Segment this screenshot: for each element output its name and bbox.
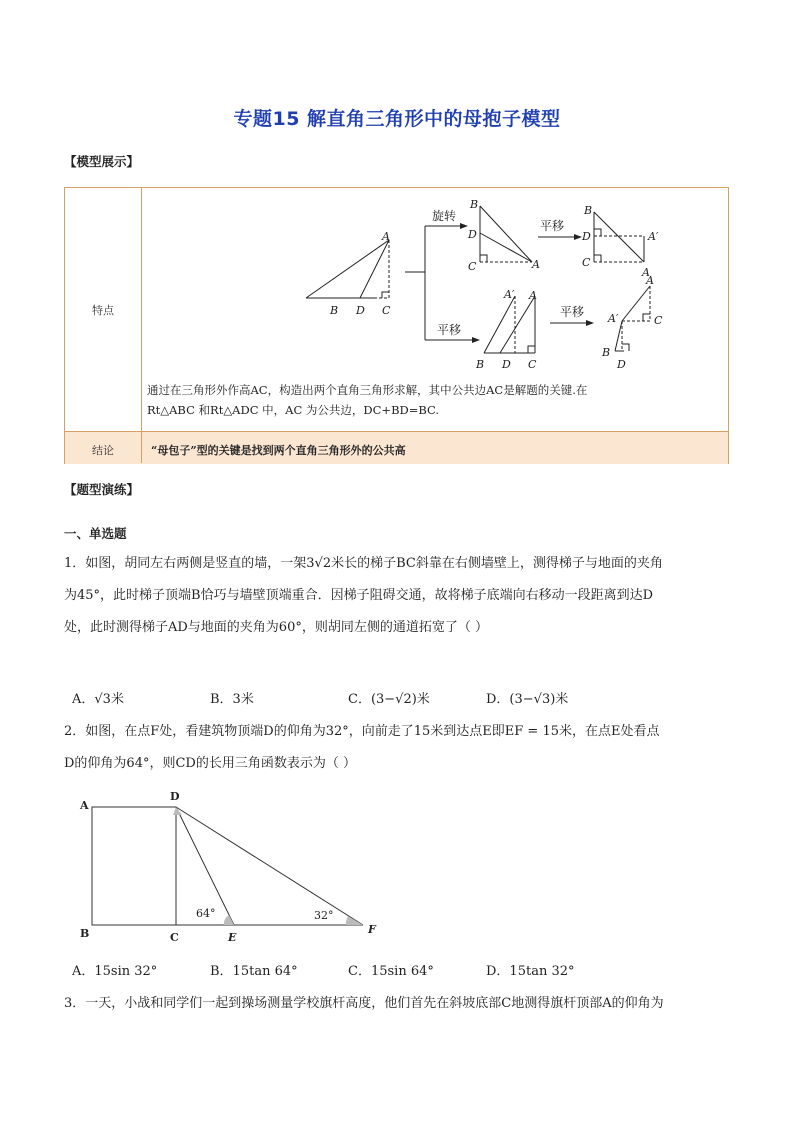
label-C: C bbox=[382, 304, 391, 317]
model-diagram bbox=[142, 188, 730, 373]
q1-line1: 1．如图，胡同左右两侧是竖直的墙，一架3√2米长的梯子BC斜靠在右侧墙壁上，测得梯子与地面的夹角 bbox=[64, 556, 663, 571]
fig2-angle-32: 32° bbox=[314, 909, 334, 922]
bm-label-D: D bbox=[502, 358, 511, 371]
bm-label-Ap: A′ bbox=[504, 288, 515, 301]
q1-option-c[interactable]: C．(3−√2)米 bbox=[348, 692, 430, 707]
bm-label-A: A bbox=[529, 289, 537, 302]
feature-label: 特点 bbox=[92, 304, 114, 317]
fig2-angle-64: 64° bbox=[196, 907, 216, 920]
q2-option-c[interactable]: C．15sin 64° bbox=[348, 964, 434, 979]
rot-label-B: B bbox=[470, 198, 479, 211]
fig2-label-D: D bbox=[170, 790, 180, 803]
fin-label-A: A bbox=[646, 274, 654, 287]
model-table bbox=[64, 187, 729, 464]
q2-option-a[interactable]: A．15sin 32° bbox=[72, 964, 158, 979]
rot-label-C: C bbox=[468, 260, 477, 273]
q2-line2: D的仰角为64°，则CD的长用三角函数表示为（ ） bbox=[64, 756, 356, 771]
fin-label-D: D bbox=[617, 358, 626, 371]
q1-option-b[interactable]: B．3米 bbox=[210, 692, 254, 707]
section-model-heading: 【模型展示】 bbox=[64, 154, 140, 169]
q2-option-b[interactable]: B．15tan 64° bbox=[210, 964, 298, 979]
feature-text-line2: Rt△ABC 和Rt△ADC 中，AC 为公共边，DC+BD=BC. bbox=[147, 403, 440, 417]
fig2-label-F: F bbox=[368, 923, 376, 936]
angle-marker-64 bbox=[224, 915, 234, 925]
fin-label-B: B bbox=[602, 346, 611, 359]
q1-option-d[interactable]: D．(3−√3)米 bbox=[486, 692, 569, 707]
q1-line2: 为45°，此时梯子顶端B恰巧与墙壁顶端重合．因梯子阻碍交通，故将梯子底端向右移动一段距离到达D bbox=[64, 588, 654, 603]
rotated-figure bbox=[480, 206, 532, 262]
bm-label-B: B bbox=[476, 358, 485, 371]
q3-line1: 3．一天，小战和同学们一起到操场测量学校旗杆高度，他们首先在斜坡底部C地测得旗杆顶部A的仰角为 bbox=[64, 996, 664, 1011]
label-D: D bbox=[356, 304, 365, 317]
fig2-label-B: B bbox=[80, 927, 90, 940]
translated-figure bbox=[484, 296, 535, 353]
conclusion-text: “母包子”型的关键是找到两个直角三角形外的公共高 bbox=[151, 444, 406, 457]
page-title: 专题15 解直角三角形中的母抱子模型 bbox=[233, 108, 561, 130]
translate-label-3: 平移 bbox=[560, 305, 585, 319]
translated-rotated-figure bbox=[594, 212, 644, 262]
tr-label-D: D bbox=[582, 230, 591, 243]
rot-label-A: A bbox=[532, 258, 540, 271]
fig2-label-C: C bbox=[170, 931, 179, 944]
rot-label-D: D bbox=[468, 228, 477, 241]
feature-text-line1: 通过在三角形外作高AC，构造出两个直角三角形求解，其中公共边AC是解题的关键.在 bbox=[147, 383, 588, 397]
q2-figure bbox=[70, 785, 390, 945]
subhead-single-choice: 一、单选题 bbox=[64, 526, 127, 541]
q2-option-d[interactable]: D．15tan 32° bbox=[486, 964, 575, 979]
row-divider bbox=[65, 431, 728, 432]
translate-label-2: 平移 bbox=[437, 323, 462, 337]
label-B: B bbox=[330, 304, 339, 317]
tr-label-Ap: A′ bbox=[648, 230, 659, 243]
tr-label-B: B bbox=[584, 204, 593, 217]
arrow-rotate-icon bbox=[460, 223, 468, 229]
fig2-label-E: E bbox=[228, 931, 237, 944]
q1-option-a[interactable]: A．√3米 bbox=[72, 692, 124, 707]
fin-label-Ap: A′ bbox=[608, 312, 619, 325]
tr-label-C: C bbox=[582, 256, 591, 269]
label-A: A bbox=[382, 230, 390, 243]
conclusion-label: 结论 bbox=[92, 444, 114, 457]
final-figure bbox=[615, 286, 650, 351]
arrow-translate3-icon bbox=[586, 320, 594, 326]
base-triangle-figure bbox=[306, 240, 389, 298]
q1-line3: 处，此时测得梯子AD与地面的夹角为60°，则胡同左侧的通道拓宽了（ ） bbox=[64, 620, 488, 635]
bm-label-C: C bbox=[528, 358, 537, 371]
angle-marker-32 bbox=[346, 916, 363, 925]
translate-label-1: 平移 bbox=[540, 219, 565, 233]
q2-line1: 2．如图，在点F处，看建筑物顶端D的仰角为32°，向前走了15米到达点E即EF = 15米，在点E处看点 bbox=[64, 724, 660, 739]
rotate-label: 旋转 bbox=[432, 209, 457, 223]
tr-label-A: A bbox=[642, 266, 650, 279]
arrow-translate1-icon bbox=[574, 234, 582, 240]
fin-label-C: C bbox=[654, 314, 663, 327]
arrow-translate-icon bbox=[472, 337, 480, 343]
section-practice-heading: 【题型演练】 bbox=[64, 482, 140, 497]
fig2-label-A: A bbox=[80, 799, 89, 812]
